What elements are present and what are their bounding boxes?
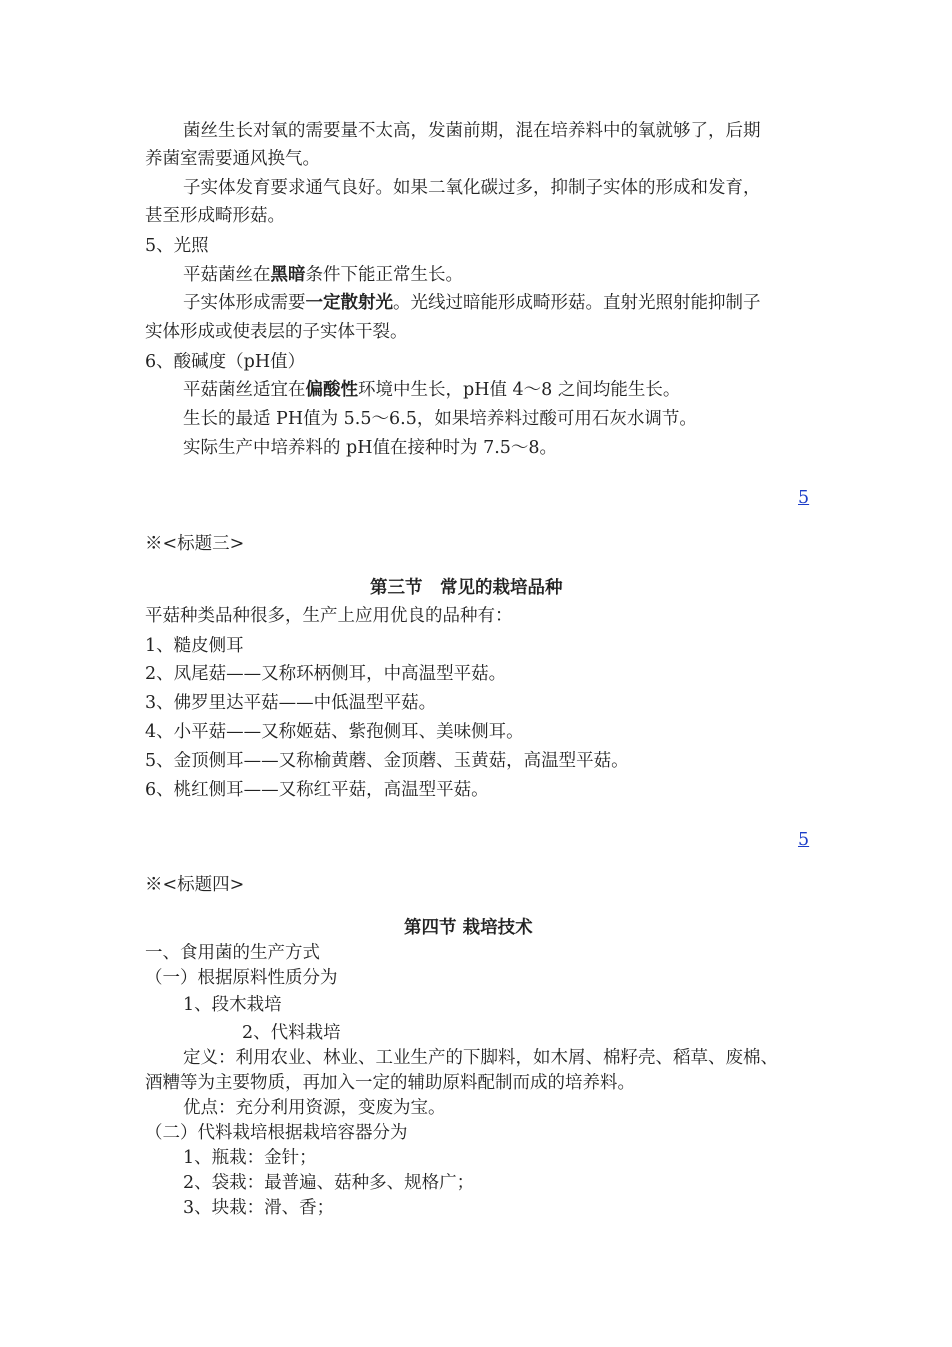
emphasis-scattered-light: 一定散射光 xyxy=(305,293,393,313)
section-title: 第四节 栽培技术 xyxy=(404,918,533,938)
ph-paragraph-1: 平菇菌丝适宜在偏酸性环境中生长，pH值 4～8 之间均能生长。 xyxy=(183,380,681,400)
list-item: 6、桃红侧耳——又称红平菇，高温型平菇。 xyxy=(145,780,489,800)
list-item: 5、金顶侧耳——又称榆黄蘑、金顶蘑、玉黄菇，高温型平菇。 xyxy=(145,751,629,771)
section-marker: ※<标题三> xyxy=(145,534,245,554)
ph-paragraph-3: 实际生产中培养料的 pH值在接种时为 7.5～8。 xyxy=(183,438,558,458)
ventilation-paragraph-line2: 甚至形成畸形菇。 xyxy=(145,206,285,226)
ph-heading: 6、酸碱度（pH值） xyxy=(145,352,306,372)
container-item: 3、块栽：滑、香； xyxy=(183,1198,335,1218)
page-number-link[interactable]: 5 xyxy=(798,830,810,850)
oxygen-paragraph-line2: 养菌室需要通风换气。 xyxy=(145,149,320,169)
emphasis-acidic: 偏酸性 xyxy=(305,380,358,400)
list-item: 1、糙皮侧耳 xyxy=(145,636,244,656)
list-item: 3、佛罗里达平菇——中低温型平菇。 xyxy=(145,693,437,713)
oxygen-paragraph-line1: 菌丝生长对氧的需要量不太高，发菌前期，混在培养料中的氧就够了，后期 xyxy=(183,121,761,141)
ph-paragraph-2: 生长的最适 PH值为 5.5～6.5，如果培养料过酸可用石灰水调节。 xyxy=(183,409,697,429)
section-intro: 平菇种类品种很多，生产上应用优良的品种有： xyxy=(145,606,513,626)
light-paragraph-2-line2: 实体形成或使表层的子实体干裂。 xyxy=(145,322,408,342)
definition-line1: 定义：利用农业、林业、工业生产的下脚料，如木屑、棉籽壳、稻草、废棉、 xyxy=(183,1048,778,1068)
definition-line2: 酒糟等为主要物质，再加入一定的辅助原料配制而成的培养料。 xyxy=(145,1073,635,1093)
method-item: 1、段木栽培 xyxy=(183,995,282,1015)
emphasis-dark: 黑暗 xyxy=(270,265,306,285)
list-item: 4、小平菇——又称姬菇、紫孢侧耳、美味侧耳。 xyxy=(145,722,524,742)
subheading: （一）根据原料性质分为 xyxy=(145,968,338,988)
light-paragraph-1: 平菇菌丝在黑暗条件下能正常生长。 xyxy=(183,265,463,285)
light-paragraph-2-line1: 子实体形成需要一定散射光。光线过暗能形成畸形菇。直射光照射能抑制子 xyxy=(183,293,761,313)
section-marker: ※<标题四> xyxy=(145,875,245,895)
list-item: 2、凤尾菇——又称环柄侧耳，中高温型平菇。 xyxy=(145,664,507,684)
ventilation-paragraph-line1: 子实体发育要求通气良好。如果二氧化碳过多，抑制子实体的形成和发育， xyxy=(183,178,761,198)
subheading: （二）代料栽培根据栽培容器分为 xyxy=(145,1123,408,1143)
container-item: 2、袋栽：最普遍、菇种多、规格广； xyxy=(183,1173,475,1193)
advantage-line: 优点：充分利用资源，变废为宝。 xyxy=(183,1098,446,1118)
section-title: 第三节 常见的栽培品种 xyxy=(370,578,563,598)
container-item: 1、瓶栽：金针； xyxy=(183,1148,317,1168)
subheading: 一、食用菌的生产方式 xyxy=(145,943,320,963)
method-item: 2、代料栽培 xyxy=(242,1023,341,1043)
page-number-link[interactable]: 5 xyxy=(798,488,810,508)
light-heading: 5、光照 xyxy=(145,236,209,256)
